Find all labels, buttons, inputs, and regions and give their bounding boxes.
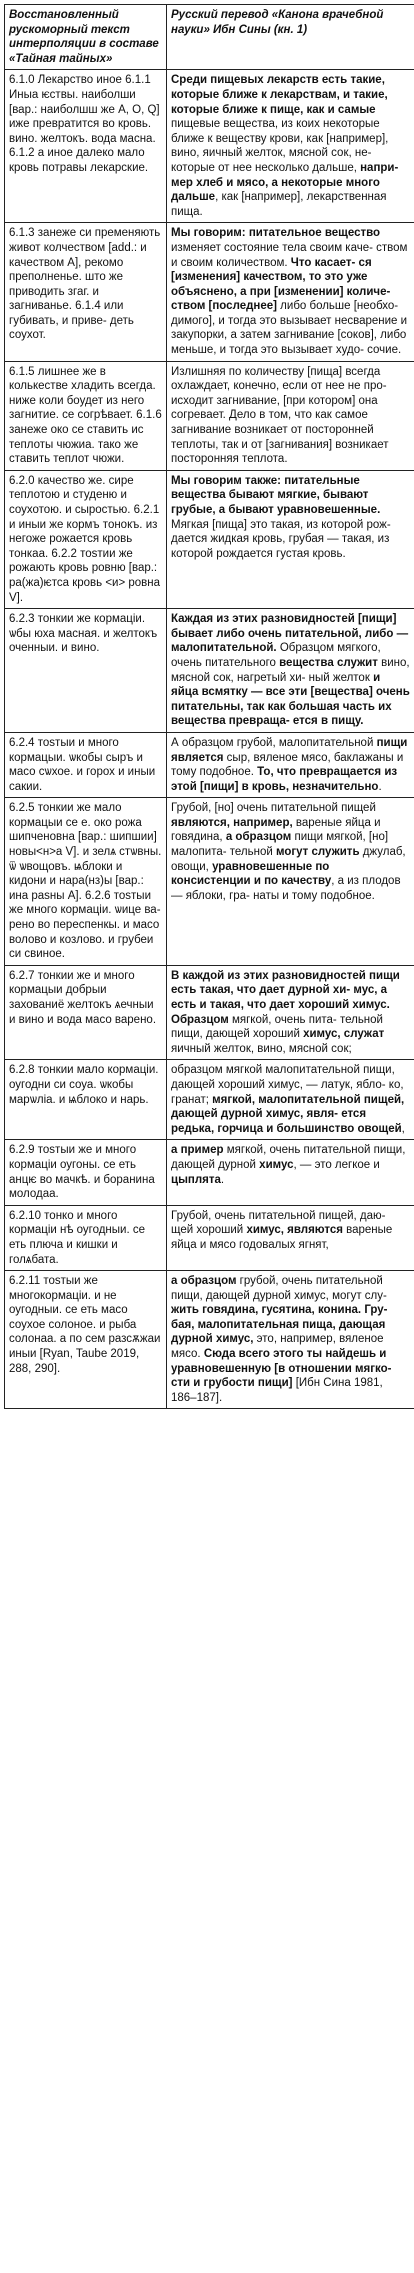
bold-segment: Каждая из этих разновидностей [пищи] бывает либо очень питательной, либо — малопитательной. [171, 613, 409, 655]
header-left: Восстановленный рускоморный текст интерполяции в составе «Тайная тайных» [5, 5, 167, 70]
text-segment: А образцом грубой, малопитательной [171, 736, 377, 749]
text-segment: это, например, вяленое мясо. [171, 1333, 384, 1361]
table-row [5, 223, 414, 361]
translation-text-cell [167, 798, 414, 966]
text-segment: пищи мягкой, [но] малопита- тельной [171, 831, 389, 859]
bold-segment: пищи является [171, 736, 408, 764]
translation-text-cell [167, 1140, 414, 1205]
bold-segment: цыплята [171, 1173, 221, 1186]
translation-text-cell [167, 470, 414, 608]
old-russian-text-cell: 6.2.8 тонкии мало кормаціи. оугодни си соуа. ѡкобы марѡліа. и ѩблоко и нарь. [5, 1060, 167, 1140]
old-russian-text-cell: 6.1.3 занеже си пременяють живот колчеством [add.: и качеством А], рекомо преполненье. што же приводить згаг. и загниванье. 6.1.4 или губивать, и приве- деть соухот. [5, 223, 167, 361]
translation-text-cell [167, 361, 414, 470]
table-row [5, 965, 414, 1060]
text-segment: вино, мясной сок, нагретый хи- ный желток [171, 656, 410, 684]
text-segment: Образцом мягкого, очень питательного [171, 642, 381, 669]
old-russian-text-cell: 6.2.5 тонкии же мало кормацыи се е. око рожа шипченовна [вар.: шипшии] новы<н>а V]. и зелѧ стѡвны. ѿ ѡвощовъ. ѩблоки и кидони и нара(нз)ы [вар.: ина pasны A]. 6.2.6 тоѕтыи же много кормаціи. ѡице ва- рено во переспенкы. и масо волово и козлово. и грубеи си свиное. [5, 798, 167, 966]
text-segment: Излишняя по количеству [пища] всегда охлаждает, конечно, если от нее не про- исходит загнивание, [при котором] она согревает. Дело в том, что как самое загнивание возникает от посторонней теплоты, так и от [загнивания] возникает посторонняя теплота. [171, 365, 389, 466]
translation-text-cell [167, 965, 414, 1060]
text-segment: джулаб, овощи, [171, 846, 406, 873]
bold-segment: жить говядина, гусятина, конина. Гру- бая, малопитательная пища, дающая дурной химус, [171, 1304, 388, 1346]
bold-segment: мягкой, малопитательной пищей, дающей дурной химус, явля- ется редька, горчица и большинство овощей [171, 1093, 405, 1135]
table-row [5, 70, 414, 223]
bold-segment: вещества служит [279, 656, 378, 669]
table-row [5, 798, 414, 966]
bold-segment: уравновешенные по консистенции и по качеству [171, 860, 332, 888]
bold-segment: химус [259, 1158, 294, 1171]
text-segment: Грубой, очень питательной пищей, даю- щей хороший [171, 1209, 386, 1237]
old-russian-text-cell: 6.2.4 тоѕтыи и много кормацыи. ѡкобы сыръ и масо сѡхое. и горох и иныи сакии. [5, 732, 167, 797]
bold-segment: а образцом [171, 1275, 237, 1288]
old-russian-text-cell: 6.2.7 тонкии же и много кормацыи добрыи захованиё желтокъ ѧечныи и вино и вода масо варено. [5, 965, 167, 1060]
table-row [5, 609, 414, 733]
bold-segment: химус, служат [303, 1028, 385, 1041]
text-segment: , [401, 1122, 405, 1135]
bold-segment: напри- мер хлеб и мясо, а некоторые много дальше [171, 161, 399, 204]
bold-segment: Мы говорим также: питательные вещества бывают мягкие, бывают грубые, а бывают уравновешенные. [171, 474, 381, 516]
bold-segment: химус, являются [246, 1224, 343, 1237]
table-row [5, 1060, 414, 1140]
old-russian-text-cell: 6.2.9 тоѕтыи же и много кормаціи оугоны. се еть анцѥ во мачкѣ. и боранина молодаа. [5, 1140, 167, 1205]
table-row [5, 732, 414, 797]
text-segment: мягкой, очень питательной пищи, дающей дурной [171, 1144, 406, 1171]
table-row [5, 1271, 414, 1409]
translation-text-cell [167, 70, 414, 223]
translation-text-cell [167, 1271, 414, 1409]
bold-segment: могут служить [275, 846, 360, 859]
table-row [5, 1205, 414, 1270]
text-segment: , — это легкое и [293, 1158, 380, 1171]
bold-segment: а образцом [225, 831, 292, 844]
old-russian-text-cell: 6.1.0 Лекарство иное 6.1.1 Иныа ѥствы. наиболши [вар.: наиболшш же А, О, Q] иже превратится во кровь. вино. желтокъ. вода масна. 6.1.2 а иное далеко мало кровь потравы лекарские. [5, 70, 167, 223]
text-segment: . [220, 1173, 225, 1186]
old-russian-text-cell: 6.2.10 тонко и много кормаціи нѣ оугодныи. се еть плюча и кишки и голѧбата. [5, 1205, 167, 1270]
text-segment: грубой, очень питательной пищи, дающей дурной химус, могут слу- [171, 1275, 387, 1302]
text-segment: пищевые вещества, из коих некоторые ближе к веществу крови, как [например], вино, яичный желток, мясной сок, не-которые от нее несколько дальше, [171, 118, 389, 174]
translation-text-cell [167, 732, 414, 797]
text-segment: изменяет состояние тела своим каче- ством и своим количеством. [171, 241, 408, 269]
text-segment: либо больше [необхо- димого], и тогда это вызывает несварение и закупорки, а затем загнивание [соков], либо меньше, и тогда это вызывает худо- сочие. [171, 300, 408, 357]
text-segment: . [378, 780, 382, 793]
text-segment: мягкой, очень пита- тельной пищи, дающей хороший [171, 1013, 383, 1041]
text-segment: Грубой, [но] очень питательной пищей [171, 802, 376, 815]
text-segment: , а из плодов — яблоки, гра- наты и тому подобное. [171, 875, 401, 902]
bold-segment: Что касает- ся [изменения] качеством, то это уже объяснено, а при [изменении] количе- ством [последнее] [171, 256, 391, 313]
text-segment: [Ибн Сина 1981, 186–187]. [171, 1377, 383, 1404]
bold-segment: Сюда всего этого ты найдешь и уравновешенную [в отношении мягко- сти и грубости пищи] [171, 1348, 392, 1390]
text-segment: сыр, вяленое мясо, баклажаны и тому подобное. [171, 751, 404, 779]
text-segment: вареные яйца и мясо годовалых ягнят, [171, 1224, 393, 1251]
table-row [5, 1140, 414, 1205]
table-row [5, 361, 414, 470]
old-russian-text-cell: 6.2.11 тоѕтыи же многокормаціи. и не оугодныи. се еть масо соухое солоное. и рыба солонаа. а по сем разсѫжаи иныи [Ryan, Taube 2019, 288, 290]. [5, 1271, 167, 1409]
old-russian-text-cell: 6.2.3 тонкии же кормаціи. ѡбы юха масная. и желтокъ оченныи. и вино. [5, 609, 167, 733]
translation-text-cell [167, 1205, 414, 1270]
text-segment: вареные яйца и говядина, [171, 816, 381, 844]
table-row [5, 470, 414, 608]
translation-text-cell [167, 223, 414, 361]
bold-segment: В каждой из этих разновидностей пищи есть такая, что дает дурной хи- мус, а есть и такая, что дает хороший химус. Образцом [171, 969, 400, 1026]
translation-text-cell [167, 609, 414, 733]
text-segment: образцом мягкой малопитательной пищи, дающей хороший химус, — латук, ябло- ко, гранат; [171, 1064, 404, 1106]
comparison-table [4, 4, 414, 1409]
bold-segment: а пример [171, 1144, 224, 1157]
text-segment: , как [например], лекарственная пища. [171, 191, 387, 218]
bold-segment: Мы говорим: питательное вещество [171, 227, 381, 240]
text-segment: Мягкая [пища] это такая, из которой рож- дается жидкая кровь, грубая — такая, из которой рождается густая кровь. [171, 518, 391, 560]
bold-segment: являются, например, [171, 816, 293, 829]
translation-text-cell [167, 1060, 414, 1140]
old-russian-text-cell: 6.2.0 качество же. сире теплотою и студеню и соухотою. и сыростью. 6.2.1 и иныи же кормъ тонокъ. из негоже рожается кровь тонкаа. 6.2.2 тоѕтии же рожають кровь ровню [вар.: ра(жа)ѥтса кровь <и> ровна V]. [5, 470, 167, 608]
bold-segment: То, что превращается из этой [пищи] в кровь, незначительно [171, 766, 398, 793]
bold-segment: и яйца всмятку — все эти [вещества] очень питательны, так как большая часть их вещества превраща- ется в пищу. [171, 671, 410, 728]
text-segment: яичный желток, вино, мясной сок; [171, 1042, 352, 1055]
old-russian-text-cell: 6.1.5 лишнее же в колькестве хладить всегда. ниже коли бoудет из него загнитие. се согрѣвает. 6.1.6 занеже око се ставить ис теплоты чюжиа. тако же ставить теплот чюжи. [5, 361, 167, 470]
bold-segment: Среди пищевых лекарств есть такие, которые ближе к лекарствам, и такие, которые ближе к пище, как и самые [171, 74, 388, 116]
header-right: Русский перевод «Канона врачебной науки» Ибн Сины (кн. 1) [167, 5, 414, 70]
header-row [5, 5, 414, 70]
